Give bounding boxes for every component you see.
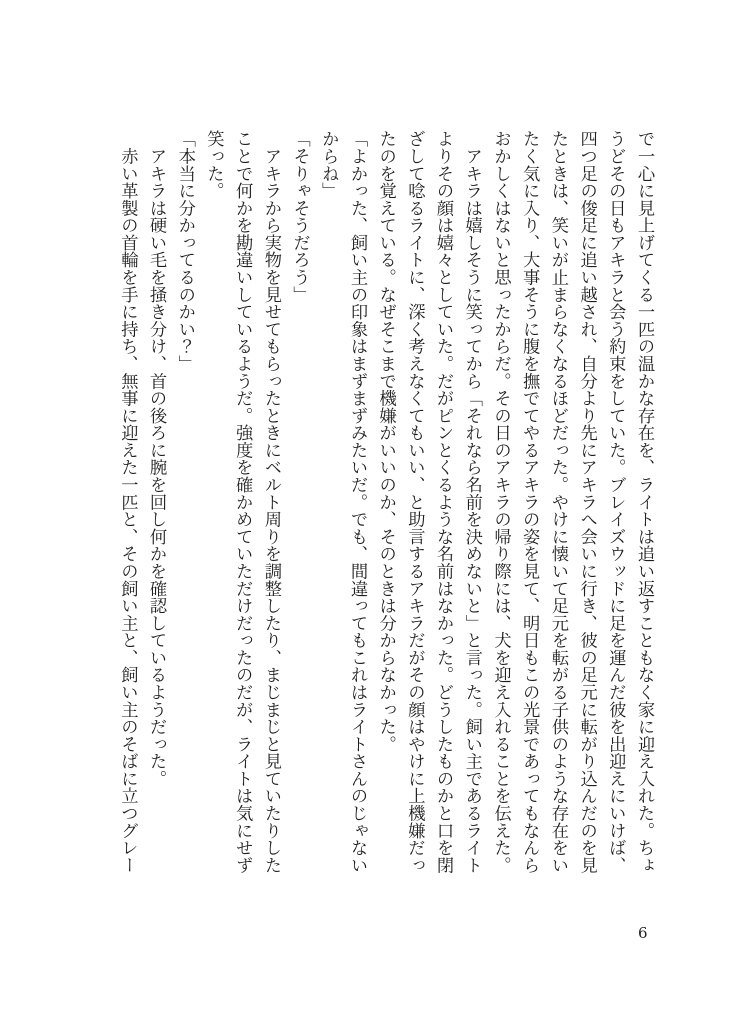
paragraph: 「本当に分かってるのかい？」 bbox=[174, 130, 195, 373]
paragraph: 赤い革製の首輪を手に持ち、無事に迎えた一匹と、その飼い主と、飼い主のそばに立つグレー bbox=[117, 130, 138, 874]
paragraph: 「よかった、飼い主の印象はまずまずみたいだ。でも、間違ってもこれはライトさんのじゃない からね」 bbox=[318, 130, 367, 874]
paragraph: アキラは嬉しそうに笑ってから「それなら名前を決めないと」と言った。飼い主であるライト よりその顔は嬉々としていた。だがピンとくるような名前はなかった。どうしたものかと口を閉 ざして唸るライトに、深く考えなくてもいい、と助言するアキラだがその顔はやけに上機嫌だっ たのを覚えている。なぜそこまで機嫌がいいのか、そのときは分からなかった。 bbox=[375, 130, 482, 874]
paragraph: 「そりゃそうだろう」 bbox=[289, 130, 310, 303]
paragraph: アキラから実物を見せてもらったときにベルト周りを調整したり、まじまじと見ていたりした ことで何かを勘違いしているようだ。強度を確かめていただけだったのだが、ライトは気にせず 笑った。 bbox=[203, 130, 281, 874]
text-block bbox=[113, 130, 658, 878]
page-number: 6 bbox=[638, 924, 648, 942]
paragraph: アキラは硬い毛を掻き分け、首の後ろに腕を回し何かを確認しているようだった。 bbox=[146, 130, 167, 788]
paragraph: で一心に見上げてくる一匹の温かな存在を、ライトは追い返すこともなく家に迎え入れた。ちょ うどその日もアキラと会う約束をしていた。ブレイズウッドに足を運んだ彼を出迎えにいけば、 四つ足の俊足に追い越され、自分より先にアキラへ会いに行き、彼の足元に転がり込んだのを見 たときは、笑いが止まらなくなるほどだった。やけに懐いて足元を転がる子供のような存在をい たく気に入り、大事そうに腹を撫でてやるアキラの姿を見て、明日もこの光景であってもなんら おかしくはないと思ったからだ。その日のアキラの帰り際には、犬を迎え入れることを伝えた。 bbox=[490, 130, 654, 874]
